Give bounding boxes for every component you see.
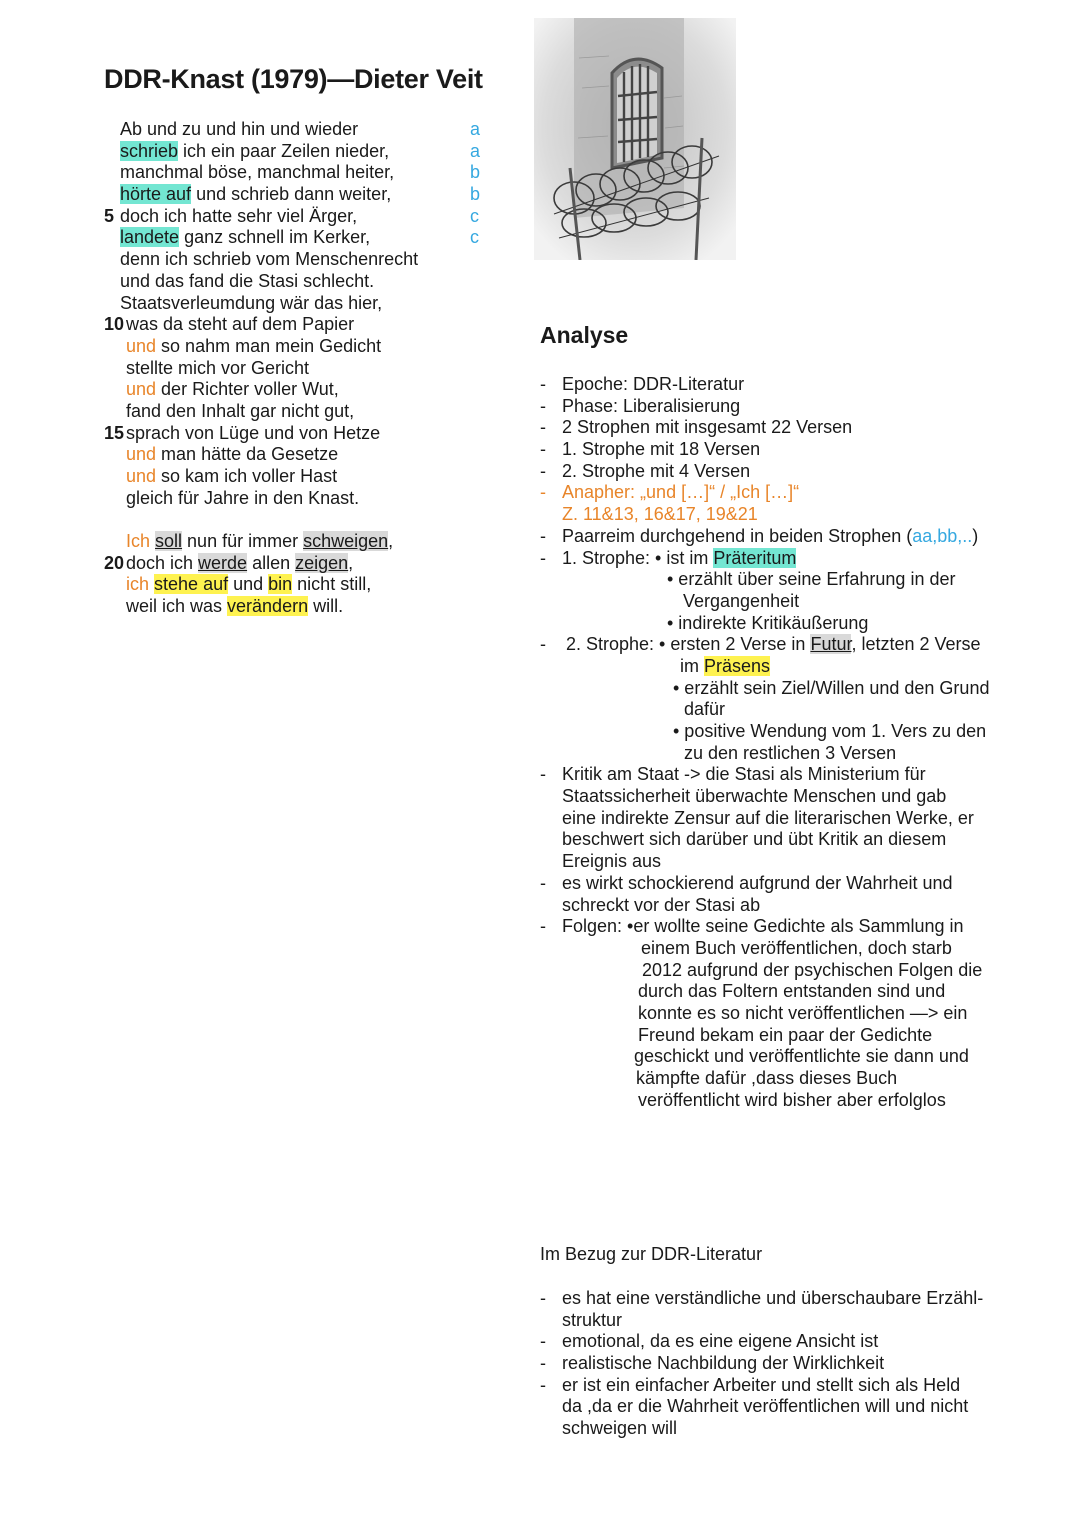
ddr-literature-heading: Im Bezug zur DDR-Literatur	[540, 1244, 763, 1264]
text-segment: und das fand die Stasi schlecht.	[120, 270, 375, 291]
list-line	[540, 699, 1050, 721]
text-segment: ,	[348, 552, 354, 573]
poem-line	[104, 509, 464, 531]
list-line	[540, 569, 1050, 591]
text-segment: Vergangenheit	[683, 590, 800, 611]
text-segment: Paarreim durchgehend in beiden Strophen (	[562, 525, 913, 546]
text-segment: schweigen	[303, 531, 389, 552]
text-segment: ganz schnell im Kerker,	[179, 227, 371, 248]
list-line	[540, 482, 1050, 504]
text-segment: gleich für Jahre in den Knast.	[126, 487, 360, 508]
poem-line-text	[126, 553, 353, 575]
text-segment: 2. Strophe: • ersten 2 Verse in	[566, 634, 811, 655]
list-line	[540, 981, 1050, 1003]
list-line-text	[562, 548, 796, 570]
text-segment: 1. Strophe mit 18 Versen	[562, 439, 761, 460]
list-line-text	[562, 829, 946, 851]
list-line-text	[684, 699, 725, 721]
list-line-text	[638, 1003, 967, 1025]
list-line-text	[673, 678, 989, 700]
list-line-text	[562, 1418, 677, 1440]
text-segment: schreckt vor der Stasi ab	[562, 894, 761, 915]
text-segment: Ab und zu und hin und wieder	[120, 119, 359, 139]
poem-line	[104, 423, 464, 445]
list-line	[540, 374, 1050, 396]
list-line-text	[562, 1396, 968, 1418]
poem-line-text	[126, 531, 393, 553]
poem-line-text	[126, 423, 380, 445]
text-segment: nicht still,	[292, 574, 372, 595]
list-line-text	[562, 1331, 878, 1353]
list-line	[540, 721, 1050, 743]
list-line	[540, 461, 1050, 483]
poem-text	[104, 119, 464, 618]
text-segment: landete	[120, 227, 180, 248]
text-segment: da ,da er die Wahrheit veröffentlichen will und nicht	[562, 1396, 969, 1417]
text-segment: Staatssicherheit überwachte Menschen und gab	[562, 786, 947, 807]
text-segment: was da steht auf dem Papier	[126, 314, 355, 335]
text-segment: so nahm man mein Gedicht	[156, 335, 382, 356]
bullet-dash: -	[540, 634, 546, 655]
text-segment: zu den restlichen 3 Versen	[684, 742, 897, 763]
list-line-text	[638, 1025, 932, 1047]
text-segment: fand den Inhalt gar nicht gut,	[126, 400, 355, 421]
poem-line-text	[120, 141, 389, 163]
list-line	[540, 1090, 1050, 1112]
poem-line	[104, 553, 464, 575]
bullet-dash: -	[540, 460, 546, 481]
poem-line	[104, 444, 464, 466]
list-line	[540, 634, 1050, 656]
list-line	[540, 1046, 1050, 1068]
poem-line-text	[126, 466, 337, 488]
list-line	[540, 613, 1050, 635]
document-title: DDR-Knast (1979)—Dieter Veit	[104, 64, 483, 94]
poem-line	[104, 574, 464, 596]
text-segment: realistische Nachbildung der Wirklichkeit	[562, 1353, 885, 1374]
list-line	[540, 1418, 1050, 1440]
text-segment: • erzählt sein Ziel/Willen und den Grund	[673, 677, 990, 698]
list-line	[540, 1310, 1050, 1332]
list-line-text	[562, 895, 760, 917]
text-segment: ,	[388, 531, 394, 552]
text-segment: eine indirekte Zensur auf die literarischen Werke, er	[562, 807, 974, 828]
list-line	[540, 1068, 1050, 1090]
text-segment: 2. Strophe mit 4 Versen	[562, 460, 751, 481]
text-segment: Anapher: „und […]“ / „Ich […]“	[562, 482, 800, 503]
text-segment: und	[228, 574, 269, 595]
text-segment: 2 Strophen mit insgesamt 22 Versen	[562, 417, 853, 438]
text-segment: Folgen: •er wollte seine Gedichte als Sammlung in	[562, 916, 964, 937]
rhyme-letter: a	[470, 119, 481, 139]
poem-line	[104, 206, 464, 228]
list-line	[540, 656, 1050, 678]
text-segment: man hätte da Gesetze	[156, 444, 339, 465]
list-line-text	[562, 851, 661, 873]
text-segment: im	[680, 655, 704, 676]
poem-line-text	[120, 227, 370, 249]
text-segment: aa,bb,..	[912, 525, 973, 546]
list-line	[540, 895, 1050, 917]
list-line-text	[638, 1090, 946, 1112]
barbed-wire-window-image	[534, 18, 736, 260]
text-segment: geschickt und veröffentlichte sie dann und	[634, 1046, 969, 1067]
text-segment: werde	[198, 552, 248, 573]
poem-line	[104, 336, 464, 358]
text-segment: und	[126, 466, 157, 486]
text-segment: sprach von Lüge und von Hetze	[126, 422, 381, 443]
bullet-dash: -	[540, 525, 546, 546]
text-segment: emotional, da es eine eigene Ansicht ist	[562, 1331, 879, 1352]
text-segment: Kritik am Staat -> die Stasi als Ministerium für	[562, 764, 926, 785]
list-line	[540, 1025, 1050, 1047]
list-line-text	[562, 417, 852, 439]
list-line-text	[634, 1046, 969, 1068]
text-segment: Phase: Liberalisierung	[562, 395, 741, 416]
text-segment: bin	[268, 574, 293, 595]
prison-window-photo	[534, 18, 736, 260]
poem-line	[104, 249, 464, 271]
text-segment: allen	[247, 552, 296, 573]
list-line-text	[562, 1288, 983, 1310]
list-line-text	[641, 938, 952, 960]
bullet-dash: -	[540, 764, 546, 785]
list-line-text	[667, 569, 955, 591]
text-segment: manchmal böse, manchmal heiter,	[120, 162, 395, 183]
list-line	[540, 960, 1050, 982]
poem-line	[104, 162, 464, 184]
poem-line	[104, 401, 464, 423]
text-segment: soll	[155, 531, 183, 552]
text-segment: • positive Wendung vom 1. Vers zu den	[673, 721, 987, 741]
list-line-text	[562, 504, 758, 526]
text-segment: Staatsverleumdung wär das hier,	[120, 292, 383, 313]
text-segment: es wirkt schockierend aufgrund der Wahrheit und	[562, 872, 953, 893]
text-segment: Futur	[810, 634, 852, 655]
list-line	[540, 829, 1050, 851]
text-segment: dafür	[684, 699, 726, 720]
verse-number: 15	[104, 422, 125, 443]
list-line	[540, 591, 1050, 613]
list-line-text	[680, 656, 770, 678]
bullet-dash: -	[540, 1288, 546, 1308]
list-line	[540, 916, 1050, 938]
list-line-text	[562, 764, 926, 786]
poem-line	[104, 531, 464, 553]
poem-line-text	[126, 379, 339, 401]
list-line	[540, 938, 1050, 960]
poem-line	[104, 141, 464, 163]
text-segment: nun für immer	[182, 531, 304, 552]
rhyme-letter: a	[470, 140, 481, 161]
text-segment: ich	[126, 574, 150, 595]
text-segment: und	[126, 379, 157, 400]
text-segment: 2012 aufgrund der psychischen Folgen die	[642, 959, 983, 980]
poem-line-text	[126, 596, 343, 618]
verse-number: 5	[104, 205, 115, 226]
text-segment: doch ich	[126, 552, 199, 573]
text-segment: Freund bekam ein paar der Gedichte	[638, 1024, 933, 1045]
analysis-list	[540, 374, 1050, 1111]
list-line-text	[562, 1310, 622, 1332]
text-segment: verändern	[227, 596, 309, 617]
bullet-dash: -	[540, 374, 546, 394]
poem-line-text	[120, 271, 374, 293]
text-segment: und schrieb dann weiter,	[191, 184, 392, 205]
list-line-text	[562, 916, 964, 938]
bullet-dash: -	[540, 439, 546, 460]
poem-line	[104, 358, 464, 380]
bullet-dash: -	[540, 482, 546, 503]
text-segment: doch ich hatte sehr viel Ärger,	[120, 205, 358, 226]
list-line-text	[673, 721, 986, 743]
list-line-text	[562, 461, 750, 483]
list-line	[540, 417, 1050, 439]
poem-line-text	[126, 574, 371, 596]
poem-line	[104, 379, 464, 401]
list-line-text	[638, 981, 945, 1003]
text-segment: will.	[308, 596, 344, 617]
list-line	[540, 396, 1050, 418]
text-segment: weil ich was	[126, 596, 228, 617]
list-line-text	[562, 1375, 960, 1397]
text-segment: und	[126, 444, 157, 465]
list-line	[540, 504, 1050, 526]
text-segment: schweigen will	[562, 1418, 678, 1439]
text-segment: er ist ein einfacher Arbeiter und stellt sich als Held	[562, 1374, 961, 1395]
bullet-dash: -	[540, 395, 546, 416]
poem-line-text	[120, 119, 358, 141]
text-segment: stehe auf	[154, 574, 229, 595]
poem-line	[104, 488, 464, 510]
poem-line-text	[126, 336, 381, 358]
text-segment: Präsens	[704, 655, 771, 676]
poem-line-text	[126, 314, 354, 336]
list-line-text	[683, 591, 799, 613]
list-line-text	[562, 482, 799, 504]
list-line	[540, 526, 1050, 548]
bullet-dash: -	[540, 1374, 546, 1395]
text-segment: veröffentlicht wird bisher aber erfolglos	[638, 1089, 946, 1110]
text-segment: einem Buch veröffentlichen, doch starb	[641, 937, 952, 958]
text-segment: und	[126, 335, 157, 356]
list-line	[540, 678, 1050, 700]
poem-line	[104, 293, 464, 315]
ddr-literature-list	[540, 1288, 1050, 1440]
text-segment: stellte mich vor Gericht	[126, 357, 310, 378]
text-segment: 1. Strophe: • ist im	[562, 547, 714, 568]
text-segment: denn ich schrieb vom Menschenrecht	[120, 249, 419, 270]
rhyme-letter: b	[470, 184, 481, 205]
poem-line-text	[126, 401, 354, 423]
list-line	[540, 1288, 1050, 1310]
bullet-dash: -	[540, 916, 546, 937]
rhyme-letter: c	[470, 227, 479, 248]
verse-number: 10	[104, 314, 125, 335]
poem-line	[104, 184, 464, 206]
poem-line-text	[126, 444, 338, 466]
list-line-text	[562, 526, 978, 548]
poem-line	[104, 271, 464, 293]
bullet-dash: -	[540, 547, 546, 568]
bullet-dash: -	[540, 872, 546, 893]
poem-line	[104, 314, 464, 336]
list-line-text	[562, 808, 974, 830]
poem-line	[104, 596, 464, 618]
poem-line-text	[126, 358, 309, 380]
text-segment: kämpfte dafür ,dass dieses Buch	[636, 1068, 898, 1088]
text-segment: der Richter voller Wut,	[156, 379, 339, 400]
poem-line	[104, 466, 464, 488]
text-segment: konnte es so nicht veröffentlichen —> ein	[638, 1002, 968, 1023]
list-line-text	[667, 613, 868, 635]
text-segment: , letzten 2 Verse	[851, 634, 981, 655]
text-segment: Ich	[126, 531, 151, 552]
analysis-heading: Analyse	[540, 322, 629, 348]
list-line-text	[684, 743, 896, 765]
list-line-text	[562, 786, 946, 808]
text-segment: beschwert sich darüber und übt Kritik an diesem	[562, 829, 947, 850]
list-line-text	[562, 1353, 884, 1375]
list-line-text	[562, 439, 760, 461]
list-line	[540, 1353, 1050, 1375]
list-line-text	[562, 396, 740, 418]
text-segment: )	[972, 525, 979, 546]
bullet-dash: -	[540, 417, 546, 438]
poem-line	[104, 227, 464, 249]
verse-number: 20	[104, 552, 125, 573]
text-segment: Epoche: DDR-Literatur	[562, 374, 745, 394]
bullet-dash: -	[540, 1353, 546, 1374]
list-line	[540, 851, 1050, 873]
poem-line-text	[120, 293, 382, 315]
list-line	[540, 743, 1050, 765]
text-segment: durch das Foltern entstanden sind und	[638, 981, 946, 1002]
list-line-text	[562, 873, 953, 895]
text-segment: hörte auf	[120, 184, 192, 205]
poem-line-text	[126, 488, 359, 510]
list-line	[540, 1375, 1050, 1397]
list-line-text	[562, 374, 744, 396]
poem-line-text	[120, 206, 357, 228]
text-segment: ich ein paar Zeilen nieder,	[178, 140, 390, 161]
list-line	[540, 1003, 1050, 1025]
poem-line-text	[120, 162, 394, 184]
text-segment: Ereignis aus	[562, 851, 662, 872]
list-line	[540, 1331, 1050, 1353]
poem-line	[104, 119, 464, 141]
list-line	[540, 786, 1050, 808]
list-line	[540, 873, 1050, 895]
rhyme-scheme	[470, 119, 490, 249]
text-segment: • indirekte Kritikäußerung	[667, 612, 869, 633]
text-segment: • erzählt über seine Erfahrung in der	[667, 569, 956, 590]
poem-line-text	[120, 184, 391, 206]
text-segment: so kam ich voller Hast	[156, 466, 338, 486]
list-line	[540, 439, 1050, 461]
text-segment: es hat eine verständliche und überschaubare Erzähl-	[562, 1288, 984, 1308]
text-segment: schrieb	[120, 140, 179, 161]
list-line	[540, 764, 1050, 786]
list-line-text	[642, 960, 982, 982]
text-segment: struktur	[562, 1309, 623, 1330]
text-segment: zeigen	[295, 552, 349, 573]
rhyme-letter: c	[470, 205, 479, 226]
list-line	[540, 808, 1050, 830]
list-line-text	[636, 1068, 897, 1090]
poem-line-text	[120, 249, 418, 271]
list-line	[540, 548, 1050, 570]
rhyme-letter: b	[470, 162, 481, 183]
bullet-dash: -	[540, 1331, 546, 1352]
list-line-text	[566, 634, 981, 656]
text-segment: Z. 11&13, 16&17, 19&21	[562, 504, 758, 525]
text-segment: Präteritum	[713, 547, 797, 568]
list-line	[540, 1396, 1050, 1418]
